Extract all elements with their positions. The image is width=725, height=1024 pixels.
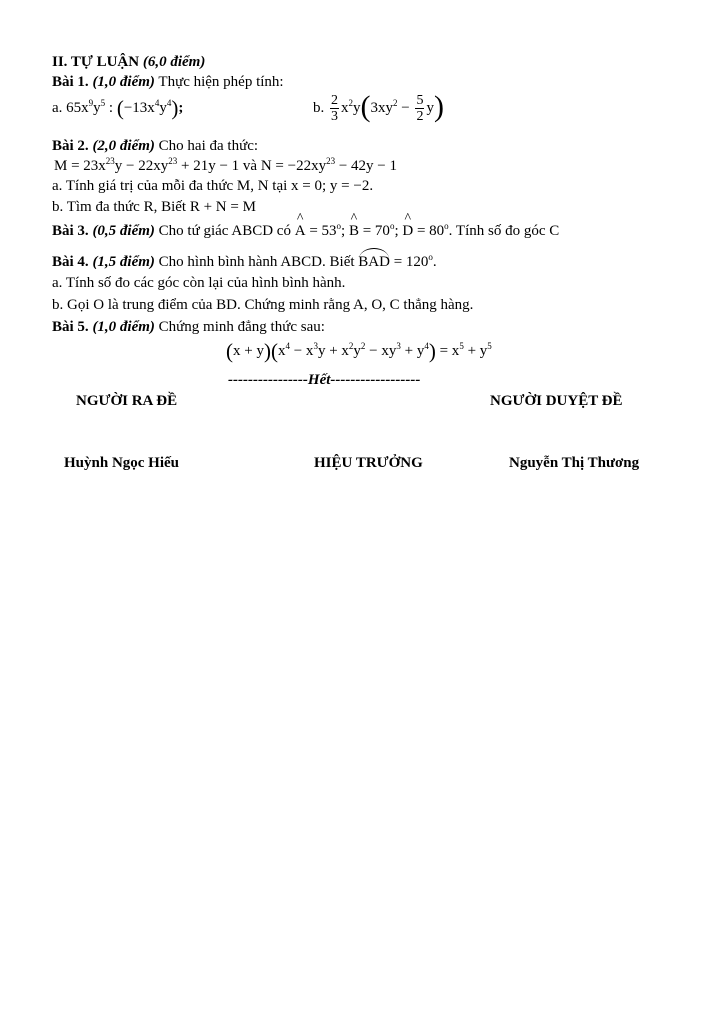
principal-title: HIỆU TRƯỞNG xyxy=(314,455,423,471)
arc-bad: BAD xyxy=(358,254,390,270)
bai2-question-a: a. Tính giá trị của mỗi đa thức M, N tại x = 0; y = −2. xyxy=(52,178,374,194)
bai2-question-b: b. Tìm đa thức R, Biết R + N = M xyxy=(52,199,256,215)
end-mark: ----------------Hết------------------ xyxy=(228,372,421,388)
bai4-heading: Bài 4. (1,5 điểm) Cho hình bình hành ABCD. Biết BAD = $120^o$. xyxy=(52,252,437,270)
bai4-question-a: a. Tính số đo các góc còn lại của hình bình hành. xyxy=(52,275,346,291)
reviewer-name: Nguyễn Thị Thương xyxy=(509,455,640,471)
bai2-polynomials: $M = 23x^{23}y - 22xy^{23} + 21y - 1$ và $N = -22xy^{23} - 42y - 1$ xyxy=(54,156,398,174)
bai1-part-b: b. $\frac{2}{3}$ $x^2y(3xy^2$ − $\frac{5}{2}$ y) xyxy=(313,89,444,125)
section-title: II. TỰ LUẬN (6,0 điểm) xyxy=(52,54,206,70)
author-title: NGƯỜI RA ĐỀ xyxy=(76,393,178,409)
bai2-heading: Bài 2. (2,0 điểm) Cho hai đa thức: xyxy=(52,138,259,154)
bai3-line: Bài 3. (0,5 điểm) Cho tứ giác ABCD có ^ $A = 53^o$; ^ $B = 70^o$; ^ $D = 80^o$. Tính số đo góc C xyxy=(52,222,559,240)
bai5-heading: Bài 5. (1,0 điểm) Chứng minh đẳng thức sau: xyxy=(52,319,325,335)
fraction-5-2: $\frac{5}{2}$ xyxy=(416,93,424,125)
bai4-question-b: b. Gọi O là trung điểm của BD. Chứng minh rằng A, O, C thẳng hàng. xyxy=(52,297,474,313)
bai5-identity: $(x + y)(x^4 - x^3y + x^2y^2 - xy^3 + y^4) = x^5 + y^5$ xyxy=(226,338,492,363)
reviewer-title: NGƯỜI DUYỆT ĐỀ xyxy=(490,393,623,409)
bai1-part-a: a. $65x^9y^5$ : $(-13x^4y^4)$; xyxy=(52,95,184,120)
bai1-heading: Bài 1. (1,0 điểm) Thực hiện phép tính: xyxy=(52,74,284,90)
fraction-2-3: $\frac{2}{3}$ xyxy=(331,93,338,125)
author-name: Huỳnh Ngọc Hiếu xyxy=(64,455,180,471)
